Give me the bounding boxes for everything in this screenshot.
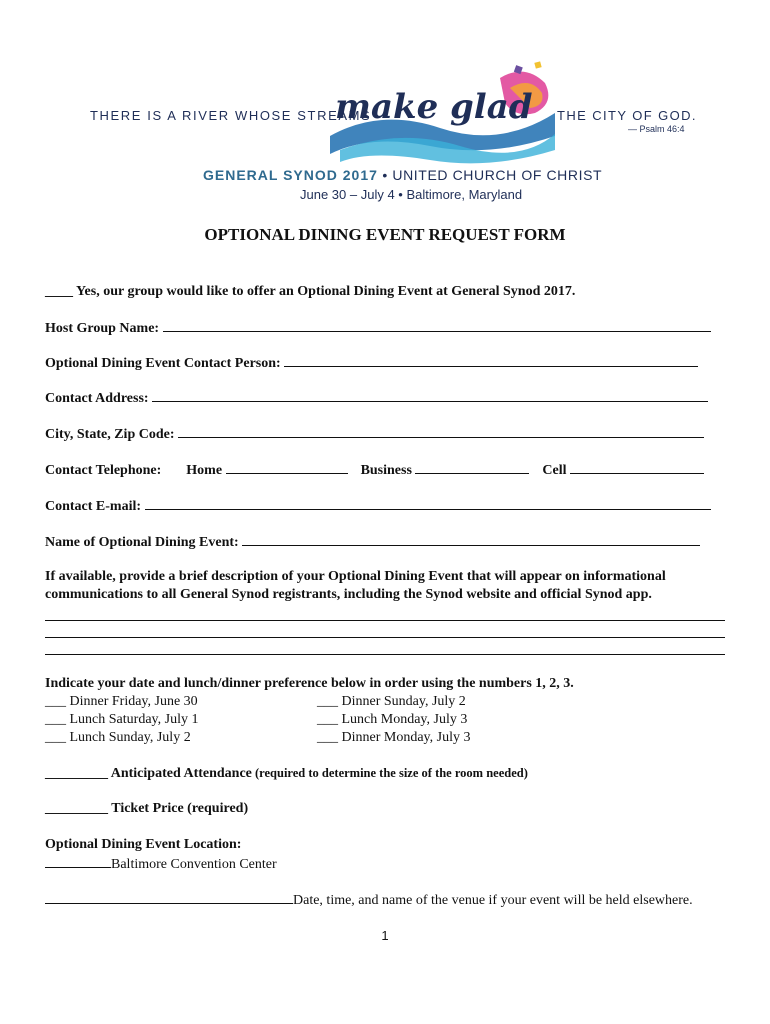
attendance-row bbox=[45, 766, 528, 782]
contact-person-row bbox=[45, 354, 698, 372]
cell-label: Cell bbox=[542, 463, 567, 478]
home-label: Home bbox=[186, 463, 223, 478]
elsewhere-field[interactable] bbox=[45, 891, 293, 904]
host-group-field[interactable] bbox=[163, 319, 711, 332]
page-number: 1 bbox=[381, 928, 389, 943]
dates-location: June 30 – July 4 • Baltimore, Maryland bbox=[300, 187, 523, 202]
contact-email-field[interactable] bbox=[145, 497, 711, 510]
attendance-blank[interactable]: _________ bbox=[45, 766, 108, 781]
description-field-3[interactable] bbox=[45, 654, 725, 655]
email-row bbox=[45, 497, 711, 515]
contact-telephone-label: Contact Telephone: bbox=[45, 463, 162, 478]
organizer: • UNITED CHURCH OF CHRIST bbox=[377, 167, 603, 183]
consent-text: Yes, our group would like to offer an Optional Dining Event at General Synod 2017. bbox=[73, 284, 576, 299]
tagline-left: THERE IS A RIVER WHOSE STREAMS bbox=[90, 108, 372, 123]
pref-dinner-sun[interactable]: ___ Dinner Sunday, July 2 bbox=[317, 694, 466, 709]
attendance-note: (required to determine the size of the room needed) bbox=[251, 766, 528, 780]
city-state-zip-row bbox=[45, 425, 704, 443]
description-field-1[interactable] bbox=[45, 620, 725, 621]
consent-blank[interactable]: ____ bbox=[45, 284, 73, 299]
description-line-2: communications to all General Synod registrants, including the Synod website and official Synod app. bbox=[45, 587, 652, 602]
contact-address-field[interactable] bbox=[152, 389, 708, 402]
cell-phone-field[interactable] bbox=[570, 461, 704, 474]
event-name-row bbox=[45, 533, 700, 551]
elsewhere-label: Date, time, and name of the venue if your event will be held elsewhere. bbox=[293, 893, 693, 908]
consent-line bbox=[45, 284, 575, 300]
contact-person-field[interactable] bbox=[284, 354, 698, 367]
city-state-zip-label: City, State, Zip Code: bbox=[45, 427, 175, 442]
pref-dinner-fri[interactable]: ___ Dinner Friday, June 30 bbox=[45, 694, 198, 709]
tagline-right: THE CITY OF GOD. bbox=[557, 108, 697, 123]
contact-person-label: Optional Dining Event Contact Person: bbox=[45, 356, 281, 371]
attendance-label: Anticipated Attendance bbox=[108, 766, 252, 781]
logo-text: make glad bbox=[335, 87, 533, 127]
pref-lunch-mon[interactable]: ___ Lunch Monday, July 3 bbox=[317, 712, 468, 727]
psalm-citation: — Psalm 46:4 bbox=[628, 124, 685, 134]
business-label: Business bbox=[360, 463, 412, 478]
description-field-2[interactable] bbox=[45, 637, 725, 638]
ticket-blank[interactable]: _________ bbox=[45, 801, 108, 816]
pref-lunch-sat[interactable]: ___ Lunch Saturday, July 1 bbox=[45, 712, 199, 727]
city-state-zip-field[interactable] bbox=[178, 425, 704, 438]
contact-address-label: Contact Address: bbox=[45, 391, 149, 406]
convention-center-field[interactable] bbox=[45, 855, 111, 868]
description-line-1: If available, provide a brief description of your Optional Dining Event that will appear on informational bbox=[45, 569, 666, 584]
event-name-field[interactable] bbox=[242, 533, 700, 546]
make-glad-logo bbox=[320, 58, 560, 168]
ticket-label: Ticket Price (required) bbox=[108, 801, 249, 816]
pref-dinner-mon[interactable]: ___ Dinner Monday, July 3 bbox=[317, 730, 471, 745]
host-group-label: Host Group Name: bbox=[45, 321, 160, 336]
event-name: GENERAL SYNOD 2017 bbox=[203, 167, 378, 183]
preference-heading: Indicate your date and lunch/dinner preference below in order using the numbers 1, 2, 3. bbox=[45, 676, 574, 691]
location-heading: Optional Dining Event Location: bbox=[45, 837, 242, 852]
event-name-label: Name of Optional Dining Event: bbox=[45, 535, 239, 550]
contact-address-row bbox=[45, 389, 708, 407]
telephone-row bbox=[45, 461, 704, 479]
home-phone-field[interactable] bbox=[226, 461, 348, 474]
host-group-row bbox=[45, 319, 711, 337]
form-title: OPTIONAL DINING EVENT REQUEST FORM bbox=[204, 225, 566, 244]
ticket-row bbox=[45, 801, 248, 817]
contact-email-label: Contact E-mail: bbox=[45, 499, 142, 514]
location-convention-row bbox=[45, 855, 277, 873]
header-banner bbox=[0, 0, 770, 215]
business-phone-field[interactable] bbox=[415, 461, 529, 474]
pref-lunch-sun[interactable]: ___ Lunch Sunday, July 2 bbox=[45, 730, 191, 745]
location-elsewhere-row bbox=[45, 891, 693, 909]
synod-line bbox=[203, 167, 602, 183]
convention-center-label: Baltimore Convention Center bbox=[111, 857, 277, 872]
